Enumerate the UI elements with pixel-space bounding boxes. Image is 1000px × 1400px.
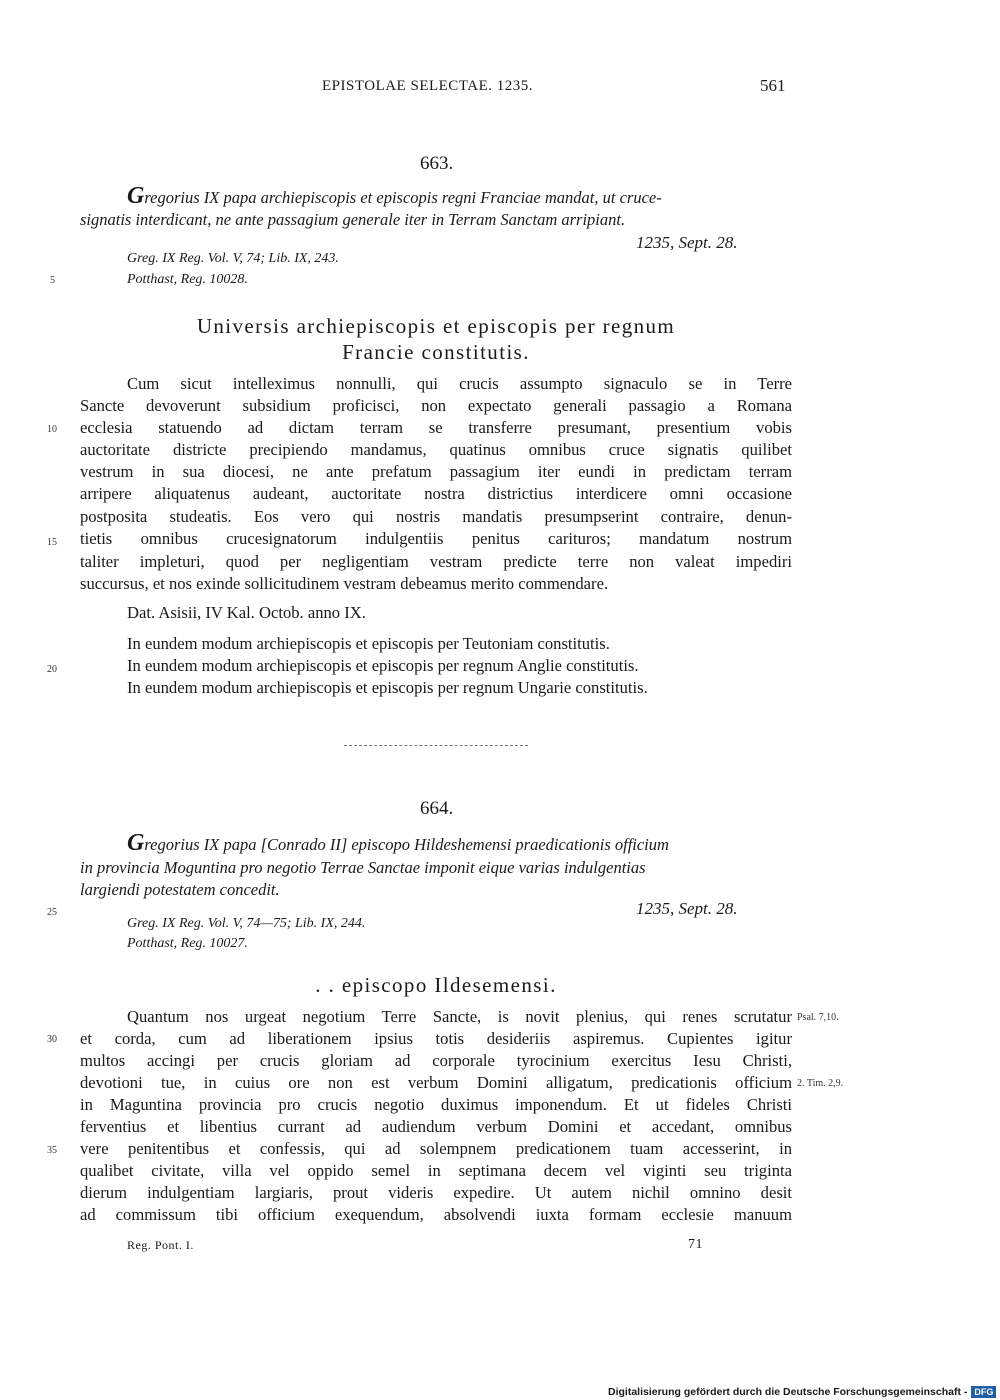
letter-663-body-line: Cum sicut intelleximus nonnulli, qui crucis assumpto signaculo se in Terre xyxy=(127,374,792,393)
credit-text: Digitalisierung gefördert durch die Deutsche Forschungsgemeinschaft - xyxy=(608,1386,968,1398)
line-number: 5 xyxy=(50,275,55,286)
letter-664-body-line: vere penitentibus et confessis, qui ad solempnem predicationem tuam accesserint, in xyxy=(80,1139,792,1158)
letter-663-datum: Dat. Asisii, IV Kal. Octob. anno IX. xyxy=(127,603,366,622)
letter-664-body-line: multos accingi per crucis gloriam ad corporale tyrocinium exercitus Iesu Christi, xyxy=(80,1051,792,1070)
letter-663-summary-line-2: signatis interdicant, ne ante passagium generale iter in Terram Sanctam arripiant. xyxy=(80,210,626,229)
page-number: 561 xyxy=(760,76,786,95)
letter-664-summary-line-3: largiendi potestatem concedit. xyxy=(80,880,280,899)
line-number: 30 xyxy=(47,1034,57,1045)
footer-signature: Reg. Pont. I. xyxy=(127,1238,194,1252)
letter-664-body-line: Quantum nos urgeat negotium Terre Sancte, is novit plenius, qui renes scrutatur xyxy=(127,1007,792,1026)
summary-text: regorius IX papa [Conrado II] episcopo Hildeshemensi praedicationis officium xyxy=(144,835,669,854)
letter-663-source-1: Greg. IX Reg. Vol. V, 74; Lib. IX, 243. xyxy=(127,251,339,266)
letter-664-number: 664. xyxy=(420,798,454,819)
in-eundem-line: In eundem modum archiepiscopis et episcopis per Teutoniam constitutis. xyxy=(127,634,610,653)
letter-663-body-line: vestrum in sua diocesi, ne ante prefatum passagium iter eundi in predictam terram xyxy=(80,462,792,481)
section-divider xyxy=(344,745,528,746)
digitization-credit xyxy=(608,1382,996,1400)
letter-663-body-line: tietis omnibus crucesignatorum indulgentiis penitus carituros; mandatum nostrum xyxy=(80,529,792,548)
letter-664-body-line: dierum indulgentiam largiaris, prout videris expedire. Ut autem nichil omnino desit xyxy=(80,1183,792,1202)
letter-663-summary-line-1 xyxy=(127,183,792,210)
dfg-logo: DFG xyxy=(971,1386,996,1398)
line-number: 20 xyxy=(47,664,57,675)
line-number: 15 xyxy=(47,537,57,548)
letter-664-summary-line-1 xyxy=(127,830,792,857)
letter-664-body-line: ad commissum tibi officium exequendum, absolvendi iuxta formam ecclesie manuum xyxy=(80,1205,792,1224)
letter-664-summary-line-2: in provincia Moguntina pro negotio Terrae Sanctae imponit eique varias indulgentias xyxy=(80,858,646,877)
line-number: 25 xyxy=(47,907,57,918)
letter-663-date: 1235, Sept. 28. xyxy=(636,233,738,252)
letter-663-body-line: succursus, et nos exinde sollicitudinem vestram debeamus merito commendare. xyxy=(80,574,609,593)
letter-664-body-line: devotioni tue, in cuius ore non est verbum Domini alligatum, predicationis officium xyxy=(80,1073,792,1092)
letter-663-initial: G xyxy=(127,183,145,209)
letter-663-source-2: Potthast, Reg. 10028. xyxy=(127,272,248,287)
letter-664-initial: G xyxy=(127,830,145,856)
line-number: 10 xyxy=(47,424,57,435)
letter-663-body-line: auctoritate districte precipiendo mandamus, quatinus omnibus cruce signatis quilibet xyxy=(80,440,792,459)
running-title: EPISTOLAE SELECTAE. 1235. xyxy=(322,78,534,94)
summary-text: regorius IX papa archiepiscopis et episcopis regni Franciae mandat, ut cruce- xyxy=(144,188,662,207)
marginal-reference: 2. Tim. 2,9. xyxy=(797,1078,844,1089)
letter-663-body-line: taliter impleturi, quod per negligentiam vestram predicte terre non valeat impediri xyxy=(80,552,792,571)
letter-664-body-line: qualibet civitate, villa vel oppido semel in septimana decem vel viginti seu triginta xyxy=(80,1161,792,1180)
letter-664-source-2: Potthast, Reg. 10027. xyxy=(127,936,248,951)
letter-663-body-line: arripere aliquatenus audeant, auctoritate nostra districtius interdicere omni occasione xyxy=(80,484,792,503)
sheet-number: 71 xyxy=(688,1237,703,1252)
letter-664-body-line: et corda, cum ad liberationem ipsius totis desideriis aspiremus. Cupientes igitur xyxy=(80,1029,792,1048)
letter-663-body-line: Sancte devoverunt subsidium proficisci, non expectato generali passagio a Romana xyxy=(80,396,792,415)
letter-664-date: 1235, Sept. 28. xyxy=(636,899,738,918)
letter-663-number: 663. xyxy=(420,153,454,174)
letter-664-body-line: in Maguntina provincia pro crucis negotio duximus imponendum. Et ut fideles Christi xyxy=(80,1095,792,1114)
line-number: 35 xyxy=(47,1145,57,1156)
letter-664-body-line: ferventius et libentius currant ad audiendum verbum Domini et accedant, omnibus xyxy=(80,1117,792,1136)
in-eundem-line: In eundem modum archiepiscopis et episcopis per regnum Ungarie constitutis. xyxy=(127,678,648,697)
in-eundem-line: In eundem modum archiepiscopis et episcopis per regnum Anglie constitutis. xyxy=(127,656,639,675)
letter-663-address-1: Universis archiepiscopis et episcopis per regnum xyxy=(196,314,676,338)
letter-664-address: . . episcopo Ildesemensi. xyxy=(315,973,557,997)
letter-664-source-1: Greg. IX Reg. Vol. V, 74—75; Lib. IX, 244. xyxy=(127,916,366,931)
letter-663-body-line: postposita studeatis. Eos vero qui nostris mandatis presumpserint contraire, denun- xyxy=(80,507,792,526)
marginal-reference: Psal. 7,10. xyxy=(797,1012,839,1023)
letter-663-body-line: ecclesia statuendo ad dictam terram se transferre presumant, presentium vobis xyxy=(80,418,792,437)
letter-663-address-2: Francie constitutis. xyxy=(342,340,530,364)
